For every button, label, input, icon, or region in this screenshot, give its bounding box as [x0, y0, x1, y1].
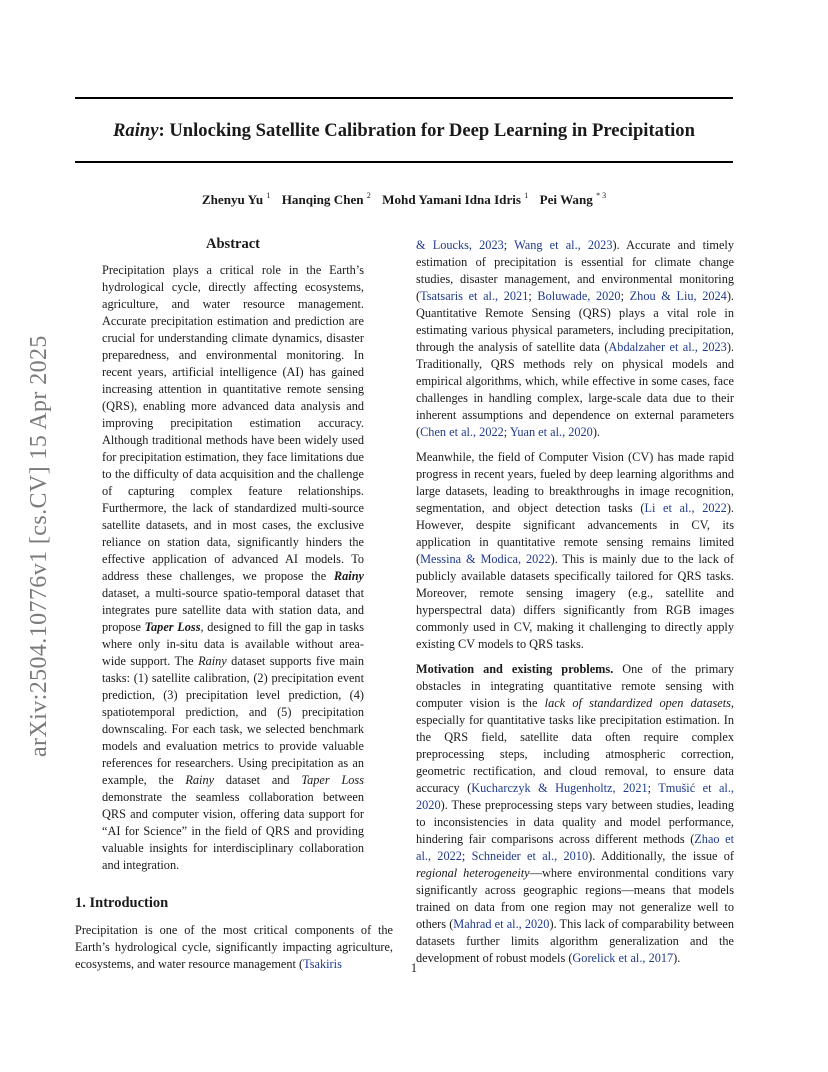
paragraph-lead: Motivation and existing problems. [416, 662, 614, 676]
citation-link[interactable]: Yuan et al., 2020 [509, 425, 593, 439]
citation-link[interactable]: Chen et al., 2022 [420, 425, 504, 439]
right-column [416, 237, 734, 975]
paper-title [75, 120, 733, 142]
citation-link[interactable]: Tmušić et al., 2020 [416, 781, 734, 812]
author-list [75, 192, 733, 208]
body-text: Meanwhile, the field of Computer Vision (CV) has made rapid progress in recent years, fueled by deep learning algorithms and large datasets, leading to breakthroughs in image recognition, segmentation, and object detection tasks ( [416, 450, 734, 515]
intro-paragraph: Precipitation is one of the most critical components of the Earth’s hydrological cycle, significantly impacting agriculture, ecosystems, and water resource management (Tsakiris [75, 923, 393, 971]
body-text: ). Accurate and timely estimation of precipitation is essential for climate change studies, disaster management, and environmental monitoring ( [416, 238, 735, 303]
citation-link[interactable]: Zhou & Liu, 2024 [629, 289, 727, 303]
right-paragraph-2 [416, 449, 734, 653]
title-rest: : Unlocking Satellite Calibration for Deep Learning in Precipitation [158, 120, 695, 141]
author-4: Pei Wang $^{* 3}$ [539, 191, 607, 208]
title-rule-top [75, 97, 733, 99]
author-2: Hanqing Chen $^2$ [281, 191, 371, 208]
abstract-heading: Abstract [206, 236, 260, 252]
body-text: ). Additionally, the issue of [588, 849, 735, 863]
citation-link[interactable]: Abdalzaher et al., 2023 [608, 340, 727, 354]
body-text: ). Quantitative Remote Sensing (QRS) plays a vital role in estimating various physical parameters, including precipitation, through the analysis of satellite data ( [416, 289, 734, 354]
citation-link[interactable]: Tsatsaris et al., 2021 [420, 289, 529, 303]
body-text: ). However, despite significant advancements in CV, its application in quantitative remote sensing remains limited ( [416, 501, 734, 566]
body-text: ; [461, 849, 472, 863]
body-text: , especially for quantitative tasks like precipitation estimation. In the QRS field, satellite data often require complex preprocessing steps, including atmospheric correction, geometric rectification, and cloud removal, to ensure data accuracy ( [416, 696, 734, 795]
body-text: ; [528, 289, 538, 303]
citation-link[interactable]: & Loucks, 2023 [416, 238, 504, 252]
title-italic: Rainy [113, 120, 159, 141]
citation-link[interactable]: Schneider et al., 2010 [471, 849, 589, 863]
author-1: Zhenyu Yu $^1$ [201, 191, 271, 208]
author-3: Mohd Yamani Idna Idris $^1$ [382, 191, 529, 208]
body-text: ; [620, 289, 630, 303]
body-text: ). Traditionally, QRS methods rely on physical models and empirical algorithms, which, while effective in some cases, face challenges in handling complex, large-scale data due to their inherent assumptions and dependence on external parameters ( [416, 340, 734, 439]
citation-link[interactable]: Messina & Modica, 2022 [420, 552, 551, 566]
body-text: One of the primary obstacles in integrating quantitative remote sensing with computer vision is the [416, 662, 734, 710]
body-text: ). These preprocessing steps vary between studies, leading to inconsistencies in data quality and model performance, hindering fair comparisons across different methods ( [416, 798, 734, 846]
emphasis-text: lack of standardized open datasets [544, 696, 731, 710]
right-paragraph-1 [416, 237, 734, 441]
citation-link[interactable]: Li et al., 2022 [644, 501, 727, 515]
body-text: ). This lack of comparability between datasets further limits algorithm generalization and the development of robust models ( [416, 917, 734, 965]
body-text: ; [503, 238, 515, 252]
citation-link[interactable]: Boluwade, 2020 [537, 289, 621, 303]
body-text: ). This is mainly due to the lack of publicly available datasets specifically tailored for QRS tasks. Moreover, remote sensing imagery (e.g., satellite and hyperspectral data) differs significantly from RGB images commonly used in CV, making it challenging to directly apply existing CV models to QRS tasks. [416, 552, 734, 651]
body-text: ). [673, 951, 681, 965]
title-rule-bottom [75, 161, 733, 163]
citation-link[interactable]: Gorelick et al., 2017 [572, 951, 674, 965]
citation-link[interactable]: Mahrad et al., 2020 [453, 917, 550, 931]
page-number: 1 [410, 961, 418, 975]
citation-link[interactable]: Wang et al., 2023 [514, 238, 613, 252]
body-text: ; [647, 781, 659, 795]
body-text: —where environmental conditions vary significantly across geographic regions—means that models trained on data from one region may not generalize well to others ( [416, 866, 735, 931]
citation-link[interactable]: Zhao et al., 2022 [416, 832, 734, 863]
body-text: ; [503, 425, 510, 439]
body-text: ). [592, 425, 600, 439]
citation-link[interactable]: Tsakiris [303, 957, 342, 971]
intro-heading: 1. Introduction [75, 895, 169, 911]
abstract-body: Precipitation plays a critical role in the Earth’s hydrological cycle, directly affecting ecosystems, agriculture, and water resource management. Accurate precipitation estimation and prediction are crucial for understanding climate dynamics, disaster preparedness, and environmental monitoring. In recent years, artificial intelligence (AI) has gained increasing attention in quantitative remote sensing (QRS), enabling more advanced data analysis and improving precipitation estimation accuracy. Although traditional methods have been widely used for precipitation estimation, they face limitations due to the difficulty of data acquisition and the challenge of capturing complex feature relationships. Furthermore, the lack of standardized multi-source satellite datasets, and in most cases, the exclusive reliance on station data, significantly hinders the effective application of advanced AI models. To address these challenges, we propose the Rainy dataset, a multi-source spatio-temporal dataset that integrates pure satellite data with station data, and propose Taper Loss, designed to fill the gap in tasks where only in-situ data is available without area-wide support. The Rainy dataset supports five main tasks: (1) satellite calibration, (2) precipitation event prediction, (3) precipitation level prediction, (4) spatiotemporal prediction, and (5) precipitation downscaling. For each task, we selected benchmark models and evaluation metrics to provide valuable references for researchers. Using precipitation as an example, the Rainy dataset and Taper Loss demonstrate the seamless collaboration between QRS and computer vision, offering data support for “AI for Science” in the field of QRS and providing valuable insights for interdisciplinary collaboration and integration. [102, 263, 365, 872]
emphasis-text: regional heterogeneity [416, 866, 530, 880]
citation-link[interactable]: Kucharczyk & Hugenholtz, 2021 [471, 781, 648, 795]
right-paragraph-3 [416, 661, 734, 967]
arxiv-identifier[interactable]: arXiv:2504.10776v1 [cs.CV] 15 Apr 2025 [26, 335, 52, 757]
